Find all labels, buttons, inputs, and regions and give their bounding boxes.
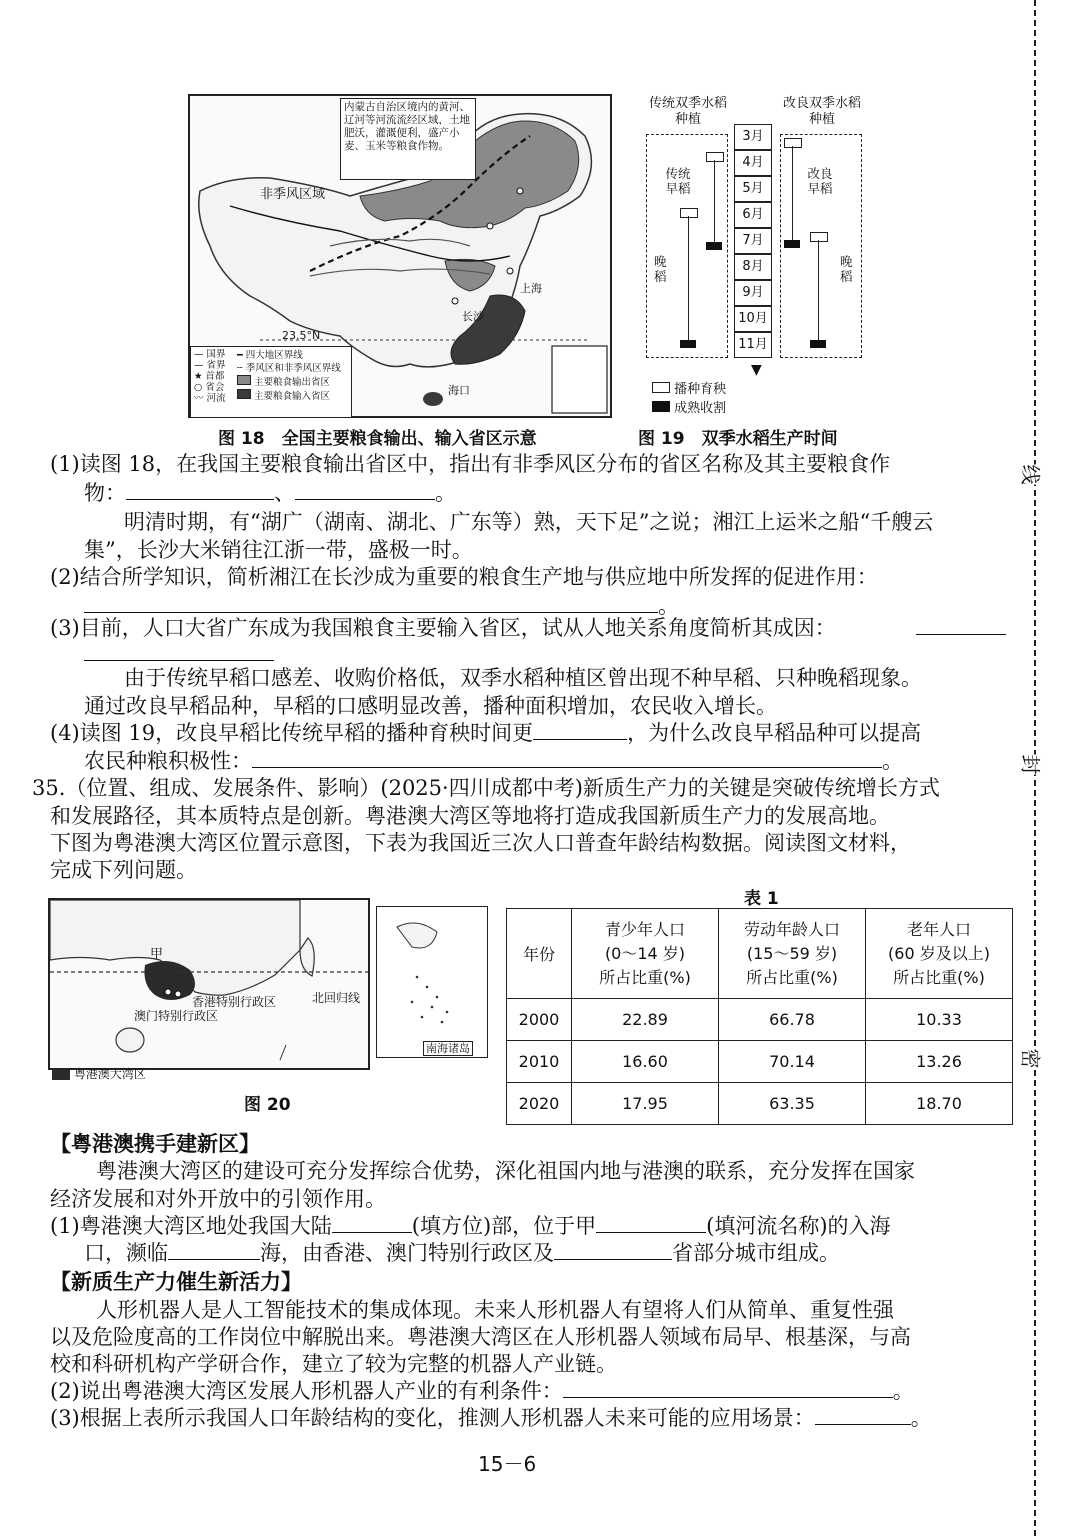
- right-early-harvest: [784, 240, 800, 248]
- material-1-line2: 集”，长沙大米销往江浙一带，盛极一时。: [84, 538, 473, 562]
- answer-blank-direction[interactable]: [332, 1212, 412, 1233]
- right-early-bar: [792, 146, 793, 240]
- inner-mongolia-note: 内蒙古自治区境内的黄河、辽河等河流流经区域，土地肥沃，灌溉便利，盛产小麦、玉米等粮食作物。: [340, 98, 476, 180]
- month-cell: 8月: [734, 254, 772, 280]
- label-changsha: 长沙: [462, 310, 484, 323]
- q34-part3: (3)目前，人口大省广东成为我国粮食主要输入省区，试从人地关系角度简析其成因：: [50, 616, 836, 640]
- answer-blank-crop[interactable]: [295, 479, 435, 500]
- legend-item: — 国界: [194, 349, 226, 360]
- month-cell: 4月: [734, 150, 772, 176]
- answer-blank-earlier-later[interactable]: [533, 719, 627, 740]
- fig19-caption: 图 19 双季水稻生产时间: [638, 429, 838, 449]
- header-year: 年份: [507, 909, 572, 999]
- right-late-sow: [810, 232, 828, 242]
- answer-blank-sea[interactable]: [168, 1239, 260, 1260]
- section2-text-line3: 校和科研机构产学研合作，建立了较为完整的机器人产业链。: [50, 1352, 617, 1376]
- cell: 63.35: [719, 1083, 866, 1125]
- left-early-label: 传统早稻: [665, 166, 691, 196]
- cell: 2010: [507, 1041, 572, 1083]
- legend-item: 主要粮食输入省区: [237, 389, 341, 403]
- month-cell: 9月: [734, 280, 772, 306]
- left-late-label: 晚稻: [654, 254, 667, 284]
- answer-blank-guangdong-1[interactable]: [916, 634, 1006, 635]
- inset-label: 南海诸岛: [423, 1041, 473, 1056]
- month-cell: 5月: [734, 176, 772, 202]
- section1-q1: (1)粤港澳大湾区地处我国大陆 (填方位)部，位于甲 (填河流名称)的入海: [50, 1214, 891, 1238]
- q35-line2: 和发展路径，其本质特点是创新。粤港澳大湾区等地将打造成我国新质生产力的发展高地。: [50, 804, 890, 828]
- q34-part2: (2)结合所学知识，简析湘江在长沙成为重要的粮食生产地与供应地中所发挥的促进作用：: [50, 565, 878, 589]
- left-late-harvest: [680, 340, 696, 348]
- month-column: [734, 124, 774, 358]
- right-late-bar: [818, 240, 819, 340]
- section2-text-line1: 人形机器人是人工智能技术的集成体现。未来人形机器人有望将人们从简单、重复性强: [96, 1298, 894, 1322]
- right-early-label: 改良早稻: [807, 166, 833, 196]
- left-late-bar: [688, 216, 689, 340]
- legend-sow: 播种育秧: [652, 380, 726, 399]
- binding-label-feng: 封: [1018, 755, 1047, 775]
- label-jia: 甲: [150, 947, 164, 962]
- table1-title: 表 1: [744, 889, 779, 909]
- answer-blank-conditions[interactable]: [563, 1377, 893, 1398]
- table-header-row: [507, 909, 1013, 999]
- answer-blank-river[interactable]: [596, 1212, 706, 1233]
- label-latitude: 23.5°N: [282, 329, 321, 342]
- right-early-sow: [784, 138, 802, 148]
- q35-line4: 完成下列问题。: [50, 858, 197, 882]
- left-late-sow: [680, 208, 698, 218]
- legend-harvest: 成熟收割: [652, 399, 726, 418]
- header-working: 劳动年龄人口 (15～59 岁) 所占比重(%): [719, 909, 866, 999]
- section1-text-line2: 经济发展和对外开放中的引领作用。: [50, 1187, 386, 1211]
- answer-blank-province[interactable]: [126, 479, 274, 500]
- legend-item: ━ 四大地区界线: [237, 350, 303, 361]
- cell: 16.60: [572, 1041, 719, 1083]
- label-hk: 香港特别行政区: [192, 995, 277, 1009]
- inset-svg: [377, 907, 487, 1057]
- q34-part1-answer-line: 物： 、 。: [84, 481, 456, 505]
- table-row: [507, 1083, 1013, 1125]
- left-early-sow: [706, 152, 724, 162]
- answer-blank-province[interactable]: [554, 1239, 672, 1260]
- figure-19-diagram: [640, 94, 870, 424]
- header-elderly: 老年人口 (60 岁及以上) 所占比重(%): [866, 909, 1013, 999]
- cell: 66.78: [719, 999, 866, 1041]
- legend-col2: [237, 349, 341, 403]
- bay-area-svg: [50, 900, 368, 1068]
- material-1-line1: 明清时期，有“湖广（湖南、湖北、广东等）熟，天下足”之说；湘江上运米之船“千艘云: [124, 510, 934, 534]
- left-early-harvest: [706, 242, 722, 250]
- material-2-line1: 由于传统早稻口感差、收购价格低，双季水稻种植区曾出现不种早稻、只种晚稻现象。: [124, 666, 922, 690]
- section2-heading: 【新质生产力催生新活力】: [50, 1269, 302, 1294]
- q34-part2-answer-line: 。: [84, 592, 679, 620]
- cell: 18.70: [866, 1083, 1013, 1125]
- cell: 2020: [507, 1083, 572, 1125]
- page-number: 15－6: [478, 1452, 537, 1476]
- answer-blank-xiangjiang[interactable]: [84, 592, 658, 613]
- q34-part4: (4)读图 19，改良早稻比传统早稻的播种育秧时间更 ，为什么改良早稻品种可以提高: [50, 721, 922, 745]
- fig18-legend: [190, 346, 352, 418]
- legend-col1: [194, 349, 226, 404]
- label-tropic: 北回归线: [312, 991, 361, 1005]
- figure-18-map: [188, 94, 612, 418]
- material-2-line2: 通过改良早稻品种，早稻的口感明显改善，播种面积增加，农民收入增长。: [84, 694, 777, 718]
- month-cell: 6月: [734, 202, 772, 228]
- legend-item: 〰 河流: [194, 393, 226, 404]
- legend-item: 主要粮食输出省区: [237, 375, 341, 389]
- table-row: [507, 999, 1013, 1041]
- fig19-legend: [652, 380, 726, 418]
- q34-part4-line2: 农民种粮积极性： 。: [84, 749, 903, 773]
- cell: 13.26: [866, 1041, 1013, 1083]
- legend-item: ★ 首都: [194, 371, 225, 382]
- q35-line1: 35.（位置、组成、发展条件、影响）(2025·四川成都中考)新质生产力的关键是突破传统增长方式: [32, 776, 940, 800]
- table1: [506, 908, 1013, 1125]
- month-cell: 10月: [734, 306, 772, 332]
- binding-label-xian: 线: [1018, 465, 1047, 485]
- cell: 70.14: [719, 1041, 866, 1083]
- label-haikou: 海口: [448, 384, 470, 397]
- right-late-harvest: [810, 340, 826, 348]
- right-late-label: 晚稻: [840, 254, 853, 284]
- cell: 22.89: [572, 999, 719, 1041]
- section2-q3: (3)根据上表所示我国人口年龄结构的变化，推测人形机器人未来可能的应用场景： 。: [50, 1406, 932, 1430]
- legend-item: — 省界: [194, 360, 226, 371]
- legend-item: ○ 省会: [194, 382, 225, 393]
- answer-blank-motivation[interactable]: [252, 747, 882, 768]
- section2-text-line2: 以及危险度高的工作岗位中解脱出来。粤港澳大湾区在人形机器人领域布局早、根基深，与高: [50, 1325, 911, 1349]
- figure-20-map: [48, 898, 370, 1070]
- answer-blank-guangdong-2[interactable]: [84, 660, 274, 661]
- fig18-caption: 图 18 全国主要粮食输出、输入省区示意: [218, 429, 537, 449]
- binding-label-mi: 密: [1018, 1049, 1047, 1069]
- label-nonmonsoon: 非季风区域: [260, 187, 326, 202]
- section2-q2: (2)说出粤港澳大湾区发展人形机器人产业的有利条件： 。: [50, 1379, 914, 1403]
- q35-line3: 下图为粤港澳大湾区位置示意图，下表为我国近三次人口普查年龄结构数据。阅读图文材料，: [50, 831, 911, 855]
- section1-heading: 【粤港澳携手建新区】: [50, 1131, 260, 1156]
- answer-blank-scenarios[interactable]: [815, 1404, 911, 1425]
- section1-text-line1: 粤港澳大湾区的建设可充分发挥综合优势，深化祖国内地与港澳的联系，充分发挥在国家: [96, 1159, 915, 1183]
- fig20-caption: 图 20: [244, 1095, 291, 1115]
- left-early-bar: [714, 160, 715, 244]
- fig20-legend: 粤港澳大湾区: [52, 1068, 146, 1081]
- header-youth: 青少年人口 (0～14 岁) 所占比重(%): [572, 909, 719, 999]
- section1-q1-line2: 口，濒临 海，由香港、澳门特别行政区及 省部分城市组成。: [84, 1241, 840, 1265]
- cell: 17.95: [572, 1083, 719, 1125]
- population-table: [506, 908, 1013, 1125]
- cell: 2000: [507, 999, 572, 1041]
- label-macau: 澳门特别行政区: [134, 1009, 219, 1023]
- left-title: 传统双季水稻种植: [648, 96, 727, 127]
- cell: 10.33: [866, 999, 1013, 1041]
- q34-part1: (1)读图 18，在我国主要粮食输出省区中，指出有非季风区分布的省区名称及其主要粮食作: [50, 452, 891, 476]
- month-cell: 3月: [734, 124, 772, 150]
- month-cell: 7月: [734, 228, 772, 254]
- month-cell: 11月: [734, 332, 772, 358]
- table-row: [507, 1041, 1013, 1083]
- import-region-hainan: [423, 392, 443, 406]
- south-china-sea-inset: [376, 906, 488, 1058]
- right-title: 改良双季水稻种植: [782, 96, 861, 127]
- time-arrow: ▼: [751, 362, 762, 378]
- label-shanghai: 上海: [520, 282, 542, 295]
- legend-item: ╌ 季风区和非季风区界线: [237, 363, 341, 374]
